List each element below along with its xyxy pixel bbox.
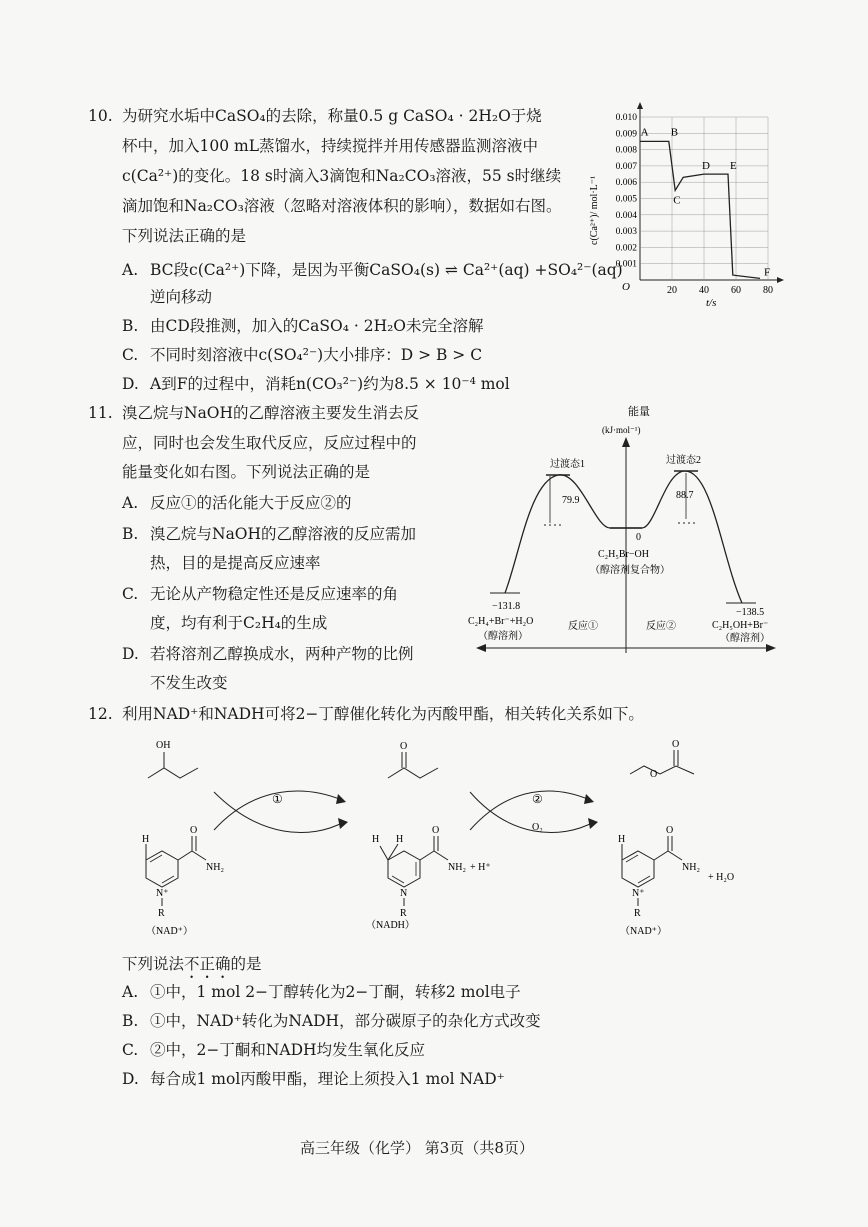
option-c-text: 不同时刻溶液中c(SO₄²⁻)大小排序：D > B > C [150, 346, 483, 364]
option-b-text: 由CD段推测，加入的CaSO₄ · 2H₂O未完全溶解 [150, 317, 484, 335]
x-axis-arrow [777, 277, 784, 283]
svg-text:NH₂: NH₂ [682, 862, 700, 873]
option-c-text: 无论从产物稳定性还是反应速率的角 [150, 585, 399, 603]
option-label: A. [122, 494, 139, 512]
y-axis-label: c(Ca²⁺)/ mol·L⁻¹ [589, 175, 600, 245]
energy-curve [505, 471, 742, 603]
stem-line: 为研究水垢中CaSO₄的去除，称量0.5 g CaSO₄ · 2H₂O于烧 [122, 107, 542, 125]
option-d-text: 若将溶剂乙醇换成水，两种产物的比例 [150, 645, 414, 663]
svg-text:O: O [650, 769, 658, 780]
series-line [640, 141, 760, 278]
option-label: B. [122, 317, 139, 335]
y-tick-label: 0.001 [615, 259, 637, 270]
x-tick-label: 40 [699, 285, 709, 296]
ea2-value: 88.7 [676, 490, 694, 501]
option-b-text-cont: 热，目的是提高反应速率 [150, 554, 321, 572]
reaction2-label: 反应② [646, 621, 676, 632]
question-number: 12. [88, 705, 113, 723]
chart-axes [637, 102, 784, 283]
option-a-text: 反应①的活化能大于反应②的 [150, 494, 352, 512]
option-c-text: ②中，2−丁酮和NADH均发生氧化反应 [150, 1041, 426, 1059]
x-tick-label: 20 [667, 285, 677, 296]
conversion-scheme [110, 730, 760, 940]
svg-text:O: O [432, 825, 440, 836]
option-label: A. [122, 983, 139, 1001]
question-number: 10. [88, 107, 113, 125]
x-tick-label: 80 [763, 285, 773, 296]
option-d-text: 每合成1 mol丙酸甲酯，理论上须投入1 mol NAD⁺ [150, 1070, 505, 1088]
y-tick-label: 0.003 [615, 227, 637, 238]
stem-line: 下列说法正确的是 [122, 227, 247, 245]
stem-line: 滴加饱和Na₂CO₃溶液（忽略对溶液体积的影响），数据如右图。 [122, 197, 562, 215]
svg-text:R: R [400, 908, 407, 919]
svg-text:+ H₂O: + H₂O [708, 872, 735, 883]
reaction-axis-arrow-left [476, 644, 486, 652]
stem-line: 能量变化如右图。下列说法正确的是 [122, 463, 371, 481]
option-d-text-cont: 不发生改变 [150, 674, 228, 692]
page-footer: 高三年级（化学） 第3页（共8页） [300, 1139, 534, 1157]
o2-reagent: O₂ [532, 822, 543, 833]
svg-text:N⁺: N⁺ [632, 888, 645, 899]
energy-axis-unit: (kJ·mol⁻¹) [602, 425, 641, 435]
question-prompt: 下列说法不正确的是 [122, 955, 262, 973]
ts1-label: 过渡态1 [550, 459, 585, 470]
svg-text:R: R [634, 908, 641, 919]
stem-line: 利用NAD⁺和NADH可将2−丁醇催化转化为丙酸甲酯，相关转化关系如下。 [122, 705, 644, 723]
svg-text:NH₂: NH₂ [448, 862, 466, 873]
svg-text:OH: OH [156, 740, 171, 751]
ea1-value: 79.9 [562, 495, 580, 506]
option-label: D. [122, 1070, 139, 1088]
step1-label: ① [272, 792, 283, 806]
arrow-step2-top [470, 791, 590, 830]
point-label-b: B [670, 126, 679, 139]
y-tick-label: 0.010 [615, 113, 637, 123]
complex-formula: C₂H₅Br−OH [598, 549, 649, 560]
stem-line: c(Ca²⁺)的变化。18 s时滴入3滴饱和Na₂CO₃溶液，55 s时继续 [122, 167, 562, 185]
question-number: 11. [88, 404, 113, 422]
svg-text:H: H [618, 834, 626, 845]
y-tick-label: 0.002 [615, 243, 637, 254]
energy-axis-label: 能量 [628, 406, 650, 418]
nad-structure-left [142, 825, 224, 937]
methyl-propanoate-structure [630, 739, 694, 780]
2-butanone-structure [388, 741, 438, 778]
option-c-text-cont: 度，均有利于C₂H₄的生成 [150, 614, 328, 632]
option-a-text: BC段c(Ca²⁺)下降，是因为平衡CaSO₄(s) ⇌ Ca²⁺(aq) +SO₄²⁻(aq) [150, 261, 623, 279]
reaction-axis-arrow-right [766, 644, 776, 652]
svg-text:H: H [396, 834, 404, 845]
left-energy: −131.8 [492, 601, 521, 612]
2-butanol-structure [148, 740, 198, 778]
y-tick-label: 0.007 [615, 161, 637, 172]
y-tick-label: 0.004 [615, 210, 637, 221]
option-label: A. [122, 261, 139, 279]
y-tick-label: 0.006 [615, 178, 637, 189]
y-axis-arrow [637, 102, 643, 109]
svg-text:O: O [666, 825, 674, 836]
stem-line: 杯中，加入100 mL蒸馏水，持续搅拌并用传感器监测溶液中 [122, 137, 539, 155]
point-label-a: A [640, 126, 649, 139]
option-label: D. [122, 645, 139, 663]
right-note: （醇溶剂） [720, 633, 770, 644]
option-a-text: ①中，1 mol 2−丁醇转化为2−丁酮，转移2 mol电子 [150, 983, 521, 1001]
option-d-text: A到F的过程中，消耗n(CO₃²⁻)约为8.5 × 10⁻⁴ mol [150, 375, 510, 393]
y-tick-label: 0.009 [615, 129, 637, 140]
option-label: D. [122, 375, 139, 393]
origin-label: O [622, 281, 630, 293]
right-energy: −138.5 [736, 607, 765, 618]
reaction1-label: 反应① [568, 621, 598, 632]
svg-text:NH₂: NH₂ [206, 862, 224, 873]
option-label: B. [122, 525, 139, 543]
left-note: （醇溶剂） [478, 631, 528, 642]
nadh-structure [366, 825, 491, 931]
svg-text:O: O [672, 739, 680, 750]
svg-text:R: R [158, 908, 165, 919]
nad-structure-right [618, 825, 734, 937]
x-tick-label: 60 [731, 285, 741, 296]
point-label-e: E [730, 160, 737, 173]
option-b-text: ①中，NAD⁺转化为NADH，部分碳原子的杂化方式改变 [150, 1012, 541, 1030]
x-axis-label: t/s [706, 297, 717, 309]
emphasis-not-correct: 不正确 [184, 955, 231, 973]
option-a-text-cont: 逆向移动 [150, 288, 213, 306]
point-label-c: C [673, 194, 681, 207]
svg-text:（NAD⁺）: （NAD⁺） [620, 926, 667, 937]
stem-line: 溴乙烷与NaOH的乙醇溶液主要发生消去反 [122, 404, 420, 422]
step2-label: ② [532, 792, 543, 806]
option-label: C. [122, 585, 139, 603]
stem-line: 应，同时也会发生取代反应，反应过程中的 [122, 434, 417, 452]
option-b-text: 溴乙烷与NaOH的乙醇溶液的反应需加 [150, 525, 417, 543]
svg-text:O: O [400, 741, 408, 752]
point-label-f: F [764, 266, 771, 279]
option-label: C. [122, 1041, 139, 1059]
point-label-d: D [702, 160, 710, 173]
y-tick-label: 0.005 [615, 194, 637, 205]
option-label: B. [122, 1012, 139, 1030]
zero-label: 0 [636, 532, 641, 543]
svg-text:N: N [400, 888, 408, 899]
svg-text:（NADH）: （NADH） [366, 920, 415, 931]
svg-text:N⁺: N⁺ [156, 888, 169, 899]
y-tick-label: 0.008 [615, 145, 637, 156]
ts2-label: 过渡态2 [666, 455, 701, 466]
concentration-chart [582, 100, 792, 315]
left-formula: C₂H₄+Br⁻+H₂O [468, 616, 534, 627]
energy-axis-arrow [622, 437, 630, 447]
svg-text:H: H [372, 834, 380, 845]
option-label: C. [122, 346, 139, 364]
svg-text:H: H [142, 834, 150, 845]
energy-diagram [450, 403, 790, 665]
svg-text:+ H⁺: + H⁺ [470, 862, 491, 873]
svg-text:O: O [190, 825, 198, 836]
svg-text:（NAD⁺）: （NAD⁺） [146, 926, 193, 937]
right-formula: C₂H₅OH+Br⁻ [712, 620, 769, 631]
complex-note: （醇溶剂复合物） [590, 565, 670, 576]
